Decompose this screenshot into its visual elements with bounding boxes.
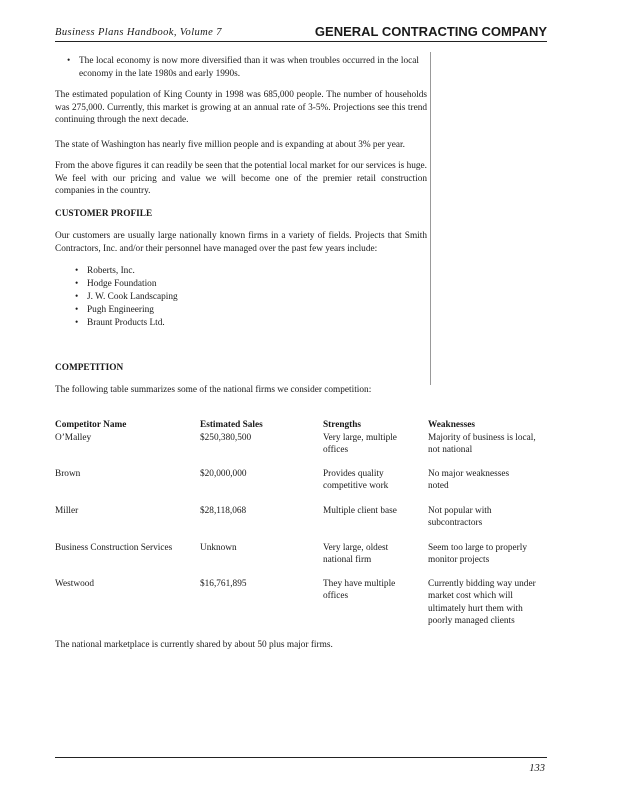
footer-rule	[55, 757, 547, 758]
competitor-weaknesses: Seem too large to properly monitor projects	[428, 543, 527, 566]
list-item: • Hodge Foundation	[75, 278, 178, 291]
competitor-strengths: Very large, oldest national firm	[323, 543, 389, 566]
competitor-weaknesses: Currently bidding way under market cost which will ultimately hurt them with poorly managed clients	[428, 579, 536, 627]
competitor-strengths: Provides quality competitive work	[323, 469, 389, 492]
column-header-name: Competitor Name	[55, 420, 127, 430]
competitor-name: Brown	[55, 469, 81, 479]
list-item: • The local economy is now more diversified than it was when troubles occurred in the local economy in the late 1980s and early 1990s.	[67, 55, 419, 80]
competition-footnote: The national marketplace is currently shared by about 50 plus major firms.	[55, 640, 333, 650]
page-number: 133	[529, 763, 545, 774]
competitor-strengths: They have multiple offices	[323, 579, 396, 602]
competitor-sales: Unknown	[200, 543, 237, 553]
competitor-name: Westwood	[55, 579, 95, 589]
competition-heading: COMPETITION	[55, 363, 124, 373]
margin-rule	[430, 52, 431, 385]
list-item: • J. W. Cook Landscaping	[75, 291, 178, 304]
list-item: • Pugh Engineering	[75, 304, 178, 317]
list-item: • Braunt Products Ltd.	[75, 317, 178, 330]
competition-intro: The following table summarizes some of the national firms we consider competition:	[55, 385, 372, 395]
customer-profile-paragraph: Our customers are usually large nationally known firms in a variety of fields. Projects that Smith Contractors, Inc. and/or their personnel have managed over the past few years include:	[55, 231, 427, 254]
competitor-sales: $28,118,068	[200, 506, 247, 516]
list-item: • Roberts, Inc.	[75, 265, 178, 278]
state-paragraph: The state of Washington has nearly five million people and is expanding at about 3% per year.	[55, 140, 405, 150]
competitor-strengths: Multiple client base	[323, 506, 397, 516]
competitor-sales: $250,380,500	[200, 433, 252, 443]
competitor-weaknesses: No major weaknesses noted	[428, 469, 510, 492]
intro-bullet-list	[67, 55, 419, 80]
section-title: GENERAL CONTRACTING COMPANY	[314, 24, 547, 39]
competitor-sales: $16,761,895	[200, 579, 247, 589]
book-title: Business Plans Handbook, Volume 7	[55, 27, 222, 38]
competitor-sales: $20,000,000	[200, 469, 247, 479]
competitor-name: Business Construction Services	[55, 543, 173, 553]
market-paragraph: From the above figures it can readily be seen that the potential local market for our services is huge. We feel with our pricing and value we will become one of the premier retail construction companies in the country.	[55, 161, 428, 197]
customer-profile-heading: CUSTOMER PROFILE	[55, 209, 153, 219]
column-header-sales: Estimated Sales	[200, 420, 263, 430]
column-header-strengths: Strengths	[323, 420, 362, 430]
client-list	[75, 265, 178, 330]
competitor-weaknesses: Not popular with subcontractors	[428, 506, 492, 529]
page-header	[55, 21, 547, 42]
competitor-name: O’Malley	[55, 433, 92, 443]
competitor-weaknesses: Majority of business is local, not national	[428, 433, 536, 456]
competitor-strengths: Very large, multiple offices	[323, 433, 397, 456]
population-paragraph: The estimated population of King County in 1998 was 685,000 people. The number of households was 275,000. Currently, this market is growing at an annual rate of 3-5%. Projections see this trend continuing through the next decade.	[55, 90, 427, 126]
column-header-weaknesses: Weaknesses	[428, 420, 476, 430]
competitor-name: Miller	[55, 506, 79, 516]
